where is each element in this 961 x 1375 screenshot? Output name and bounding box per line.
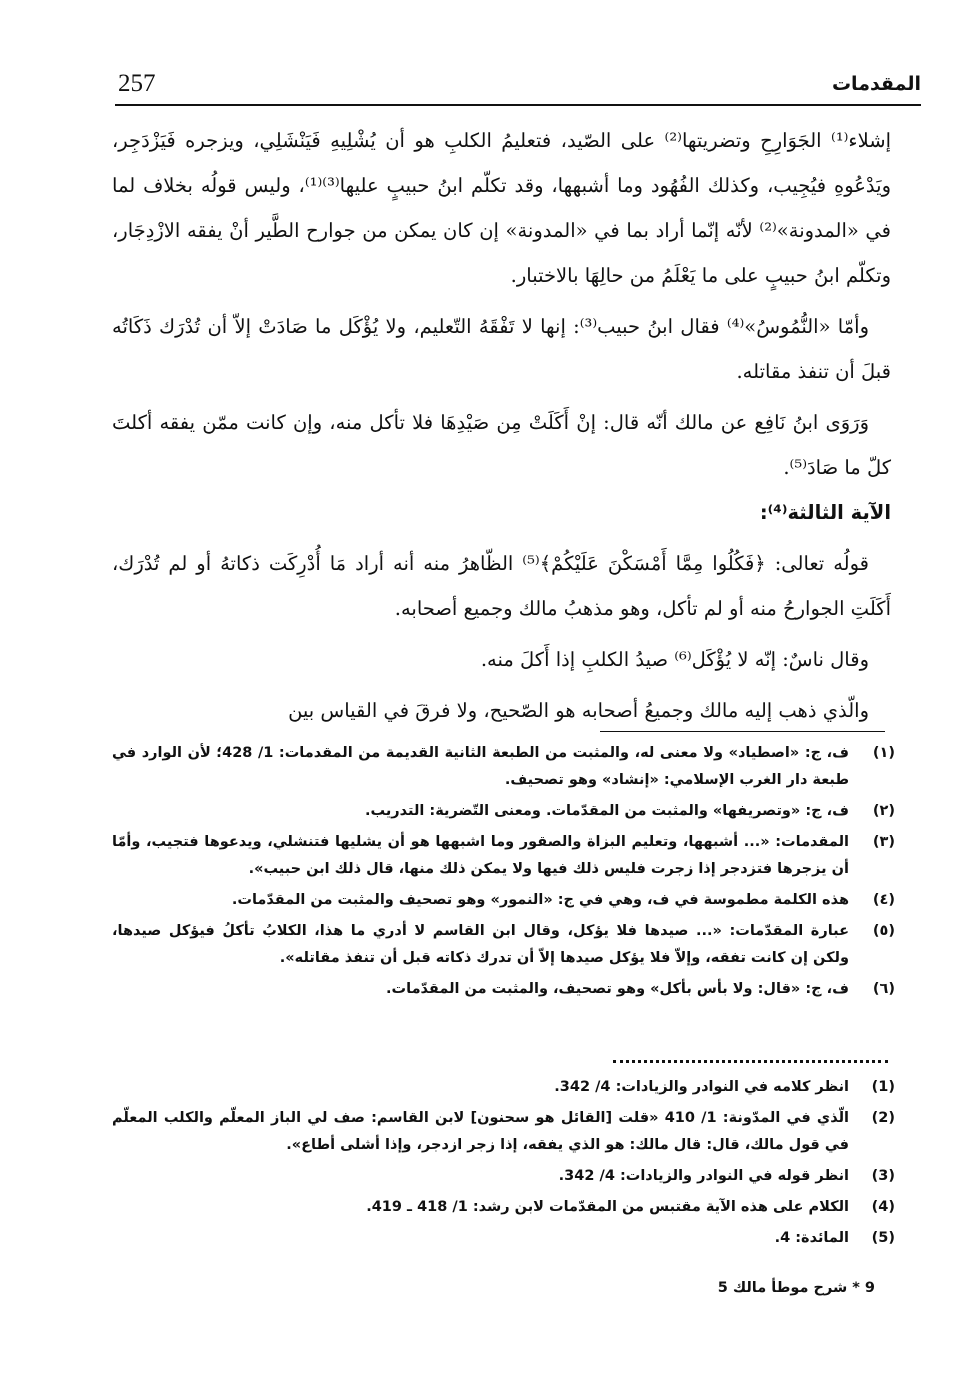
footnote: [112, 1225, 895, 1252]
main-text: [112, 118, 891, 733]
footnote-separator: [600, 731, 885, 732]
body-paragraph: قولُه تعالى: ﴿فَكُلُوا مِمَّا أَمْسَكْنَ عَلَيْكُمْ﴾⁽⁵⁾ الظّاهرُ منه أنه أراد مَا أُدْرِكَت ذكاتهُ أو لم تُدْرَك، أَكَلَتِ الجوارحُ منه أو لم تأكل، وهو مذهبُ مالك وجميع أصحابه.: [112, 552, 891, 620]
footnote-text: ف، ج: «وتصريفها» والمثبت من المقدّمات. ومعنى التّضرية: التدريب.: [365, 803, 849, 819]
footnote-number: (4): [871, 1199, 895, 1215]
body-paragraph: إشلاء⁽¹⁾ الجَوَارِحِ وتضريتها⁽²⁾ على الصّيد، فتعليمُ الكلبِ هو أن يُشْلِيهِ فَيَنْشَلِي، ويزجره فَيَزْدَجِر، ويَدْعُوهِ فيُجِيب، وكذلك الفُهُود وما أشبهها، وقد تكلّم ابنُ حبيبٍ عليها⁽³⁾⁽¹⁾، وليس قولُه بخلاف لما في «المدونة»⁽²⁾ لأنّه إنّما أراد بما في «المدونة» إن كان يمكن من جوارح الطَّير أنْ يفقه الازْدِجَار، وتكلّم ابنُ حبيبٍ على ما يَعْلَمُ من حالِهَا بالاختبار.: [112, 129, 892, 287]
footnote-number: (5): [871, 1230, 895, 1246]
footnote-number: (1): [871, 1079, 895, 1095]
footnote: [112, 918, 895, 972]
footnote-text: ف، ج: «قال: ولا بأس بأكل» وهو تصحيف، والمثبت من المقدّمات.: [386, 981, 849, 997]
body-paragraph: وقال ناسٌ: إنّه لا يُؤْكَل⁽⁶⁾ صيدُ الكلبِ إذا أَكلَ منه.: [480, 648, 869, 671]
body-paragraph: والّذي ذهب إليه مالك وجميعُ أصحابه هو الصّحيح، ولا فرقَ في القياس بين: [288, 699, 869, 722]
editor-footnotes: [112, 740, 895, 1007]
footnote: [112, 976, 895, 1003]
footnote-text: انظر قوله في النوادر والزيادات: 4/ 342.: [558, 1168, 849, 1184]
footnote-text: انظر كلامه في النوادر والزيادات: 4/ 342.: [554, 1079, 849, 1095]
footnote-text: الكلام على هذه الآية مقتبس من المقدّمات لابن رشد: 1/ 418 ـ 419.: [366, 1199, 849, 1215]
footnote-number: (٦): [872, 981, 895, 997]
footnote-text: هذه الكلمة مطموسة في ف، وهي في ج: «النمور» وهو تصحيف والمثبت من المقدّمات.: [231, 892, 849, 908]
page-number: 257: [118, 70, 156, 97]
footnote: [112, 740, 895, 794]
footnote: [112, 798, 895, 825]
footnote: [112, 829, 895, 883]
page-header: [118, 66, 921, 106]
printer-signature: 9 * شرح موطأ مالك 5: [717, 1280, 875, 1296]
footnote-number: (١): [872, 745, 895, 761]
footnote-text: ف، ج: «اصطياد» ولا معنى له، والمثبت من الطبعة الثانية القديمة من المقدمات: 1/ 428؛ لأن الوارد في طبعة دار الغرب الإسلامي: «إنشاد» وهو تصحيف.: [112, 745, 849, 788]
section-heading: الآية الثالثة⁽⁴⁾:: [759, 501, 891, 524]
footnote-number: (٥): [872, 923, 895, 939]
running-head: المقدمات: [831, 73, 921, 95]
footnote: [112, 887, 895, 914]
footnote-number: (٤): [872, 892, 895, 908]
footnote-text: المائدة: 4.: [774, 1230, 849, 1246]
footnote-text: المقدمات: «... أشبهها، وتعليم البزاة والصقور وما اشبهها هو أن يشليها فتنشلي، ويدعوها فتجيب، وأمّا أن يزجرها فتزدجر إذا زجرت فليس ذلك فيها ولا يمكن ذلك منها، قال ذلك ابن حبيب».: [112, 834, 849, 877]
body-paragraph: وَرَوَى ابنُ نَافِع عن مالك أنّه قال: إنْ أَكَلَتْ مِن صَيْدِهَا فلا تأكل منه، وإن كانت ممّن يفقه أكلتَ كلّ ما صَادَ⁽⁵⁾.: [112, 411, 891, 479]
footnote: [112, 1194, 895, 1221]
footnote: [112, 1163, 895, 1190]
footnote-text: عبارة المقدّمات: «... صيدها فلا يؤكل، وقال ابن القاسم لا أدري ما هذا، الكلابُ تأكلُ فيؤكل صيدها، ولكن إن كانت تفقه، وإلاّ فلا يؤكل صيدها إلاّ أن تدرك ذكاته قبل أن تنفذ مقاتله».: [112, 923, 849, 966]
footnote-text: الّذي في المدّونة: 1/ 410 «قلت [القائل هو سحنون] لابن القاسم: صف لي الباز المعلّم والكلب المعلّم في قول مالك، قال: قال مالك: هو الذي يفقه، إذا زجر ازدجر، وإذا أشلى أطاع».: [112, 1110, 850, 1153]
header-rule: [115, 104, 921, 106]
footnote-number: (٣): [872, 834, 895, 850]
footnote-number: (3): [871, 1168, 895, 1184]
body-paragraph: وأمّا «النُّمُوسُ»⁽⁴⁾ فقال ابنُ حبيب⁽³⁾: إنها لا تَفْقَهُ التّعليم، ولا يُؤْكَل ما صَادَتْ إلاّ أن تُدْرَك ذَكَاتُه قبلَ أن تنفذ مقاتله.: [112, 315, 891, 383]
footnote: [112, 1105, 895, 1159]
source-footnotes: [112, 1074, 895, 1256]
footnote: [112, 1074, 895, 1101]
dotted-separator: [613, 1060, 888, 1063]
footnote-number: (2): [871, 1110, 895, 1126]
footnote-number: (٢): [872, 803, 895, 819]
